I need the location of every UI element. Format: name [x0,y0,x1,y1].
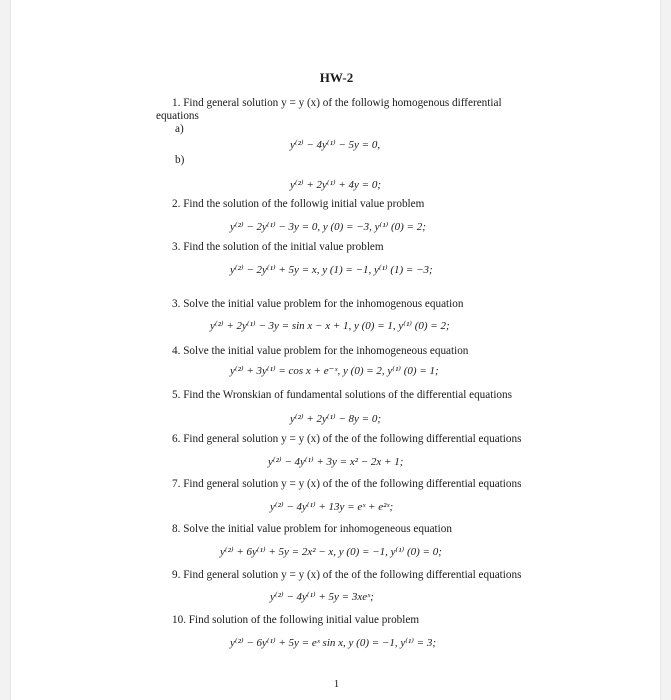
problem-1-text-cont: equations [156,110,199,122]
problem-1b-equation: y⁽²⁾ + 2y⁽¹⁾ + 4y = 0; [290,179,381,191]
problem-1b-label: b) [175,154,185,166]
problem-10-equation: y⁽²⁾ − 6y⁽¹⁾ + 5y = eˣ sin x, y (0) = −1, y⁽¹⁾ = 3; [230,637,436,649]
problem-1a-equation: y⁽²⁾ − 4y⁽¹⁾ − 5y = 0, [290,139,381,151]
problem-3a-equation: y⁽²⁾ − 2y⁽¹⁾ + 5y = x, y (1) = −1, y⁽¹⁾ (1) = −3; [230,264,433,276]
problem-9-equation: y⁽²⁾ − 4y⁽¹⁾ + 5y = 3xeˣ; [270,591,374,603]
problem-8-text: 8. Solve the initial value problem for inhomogeneous equation [172,523,452,535]
page-number: 1 [333,678,340,690]
problem-2-text: 2. Find the solution of the followig initial value problem [172,198,425,210]
problem-7-text: 7. Find general solution y = y (x) of the of the following differential equations [172,478,522,490]
page-title: HW-2 [319,70,354,85]
problem-4-text: 4. Solve the initial value problem for the inhomogeneous equation [172,345,469,357]
problem-9-text: 9. Find general solution y = y (x) of the of the following differential equations [172,569,522,581]
problem-8-equation: y⁽²⁾ + 6y⁽¹⁾ + 5y = 2x² − x, y (0) = −1, y⁽¹⁾ (0) = 0; [220,546,442,558]
problem-5-equation: y⁽²⁾ + 2y⁽¹⁾ − 8y = 0; [290,413,381,425]
problem-2-equation: y⁽²⁾ − 2y⁽¹⁾ − 3y = 0, y (0) = −3, y⁽¹⁾ (0) = 2; [230,221,426,233]
problem-3a-text: 3. Find the solution of the initial value problem [172,241,384,253]
problem-5-text: 5. Find the Wronskian of fundamental solutions of the differential equations [172,389,512,401]
problem-4-equation: y⁽²⁾ + 3y⁽¹⁾ = cos x + e⁻ˣ, y (0) = 2, y⁽¹⁾ (0) = 1; [230,365,439,377]
problem-3b-equation: y⁽²⁾ + 2y⁽¹⁾ − 3y = sin x − x + 1, y (0) = 1, y⁽¹⁾ (0) = 2; [210,320,450,332]
problem-7-equation: y⁽²⁾ − 4y⁽¹⁾ + 13y = eˣ + e²ˣ; [270,501,394,513]
problem-3b-text: 3. Solve the initial value problem for the inhomogenous equation [172,298,464,310]
problem-1-text: 1. Find general solution y = y (x) of the followig homogenous differential [172,97,502,109]
problem-1a-label: a) [175,123,184,135]
problem-6-text: 6. Find general solution y = y (x) of the of the following differential equations [172,433,522,445]
problem-10-text: 10. Find solution of the following initial value problem [172,614,420,626]
document-page [10,0,661,700]
problem-6-equation: y⁽²⁾ − 4y⁽¹⁾ + 3y = x² − 2x + 1; [268,456,404,468]
